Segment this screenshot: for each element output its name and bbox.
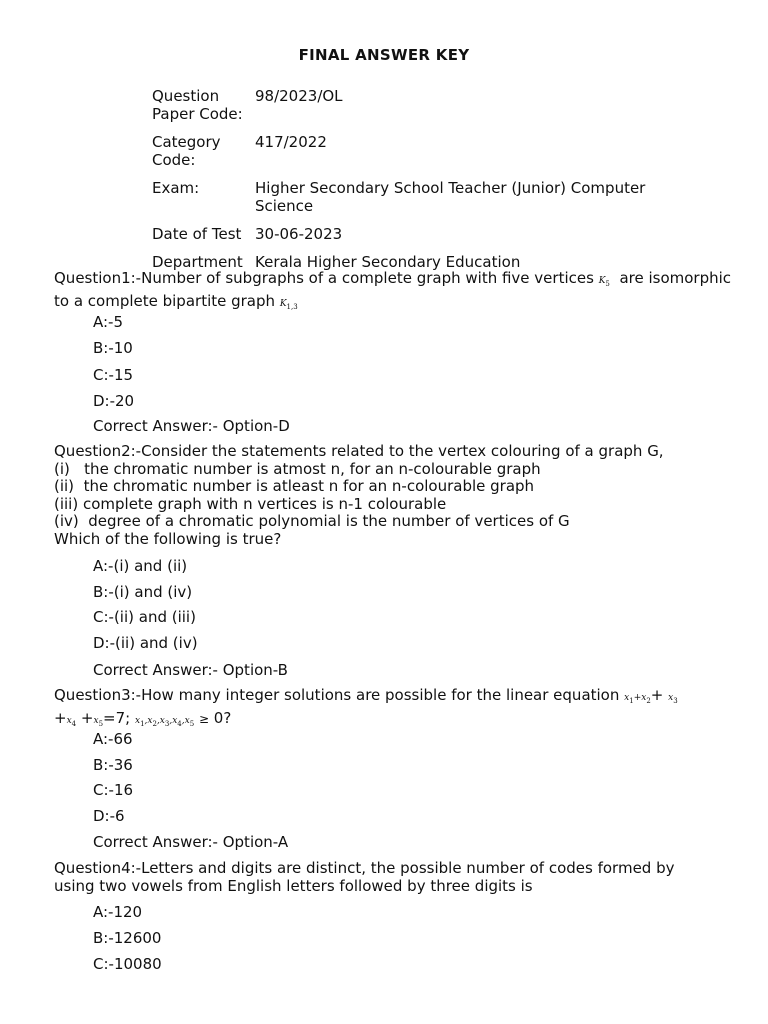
option-d: D:-20 [93, 392, 135, 410]
exam-details-table [148, 84, 679, 278]
detail-row [148, 222, 679, 250]
detail-value: Kerala Higher Secondary Education [255, 253, 521, 271]
option-b: B:-12600 [93, 929, 162, 947]
option-c: C:-(ii) and (iii) [93, 608, 196, 626]
option-c: C:-15 [93, 366, 134, 384]
option-a: A:-5 [93, 313, 124, 331]
option-d: D:-6 [93, 807, 125, 825]
correct-answer: Correct Answer:- Option-A [93, 833, 289, 851]
page-title: FINAL ANSWER KEY [298, 46, 470, 64]
correct-answer: Correct Answer:- Option-B [93, 661, 288, 679]
option-a: A:-66 [93, 730, 133, 748]
option-c: C:-16 [93, 781, 134, 799]
option-b: B:-36 [93, 756, 133, 774]
option-b: B:-(i) and (iv) [93, 583, 193, 601]
detail-row [148, 176, 679, 222]
option-a: A:-120 [93, 903, 143, 921]
detail-value: 98/2023/OL [255, 87, 343, 105]
question-2-text: Question2:-Consider the statements related to the vertex colouring of a graph G, (i) the chromatic number is atmost n, for an n-colourable graph (ii) the chromatic number is atleast n for an n-colourable graph (iii) complete graph with n vertices is n-1 colourable (iv) degree of a chromatic polynomial is the number of vertices of G Which of the following is true? [54, 442, 664, 548]
option-d: D:-(ii) and (iv) [93, 634, 198, 652]
option-c: C:-10080 [93, 955, 162, 973]
question-4-text: Question4:-Letters and digits are distinct, the possible number of codes formed by using two vowels from English letters followed by three digits is [54, 859, 675, 895]
question-1-text: Question1:-Number of subgraphs of a complete graph with five vertices $K_5$ are isomorphic to a complete bipartite graph $K_{1,3}$ [54, 269, 732, 312]
detail-row [148, 130, 679, 176]
math-variables: $x_1,x_2,x_3,x_4,x_5$ [134, 716, 195, 729]
detail-label: Exam: [152, 179, 200, 197]
detail-label: Question Paper Code: [152, 87, 243, 123]
option-a: A:-(i) and (ii) [93, 557, 188, 575]
math-k5: $K_5$ [598, 276, 610, 288]
question-3-text: Question3:-How many integer solutions are possible for the linear equation $x_1+x_2+ x_3$ $+x_4 +x_5=7$; $x_1,x_2,x_3,x_4,x_5 \ge 0$? [54, 686, 678, 729]
math-equation: $x_1+x_2$ [624, 693, 651, 705]
detail-value: 30-06-2023 [255, 225, 343, 243]
detail-value: Higher Secondary School Teacher (Junior) Computer Science [255, 179, 646, 215]
detail-label: Department [152, 253, 243, 271]
detail-row [148, 84, 679, 130]
option-b: B:-10 [93, 339, 133, 357]
detail-value: 417/2022 [255, 133, 327, 151]
math-k13: $K_{1,3}$ [279, 299, 298, 312]
detail-label: Category Code: [152, 133, 221, 169]
detail-label: Date of Test [152, 225, 242, 243]
correct-answer: Correct Answer:- Option-D [93, 417, 290, 435]
